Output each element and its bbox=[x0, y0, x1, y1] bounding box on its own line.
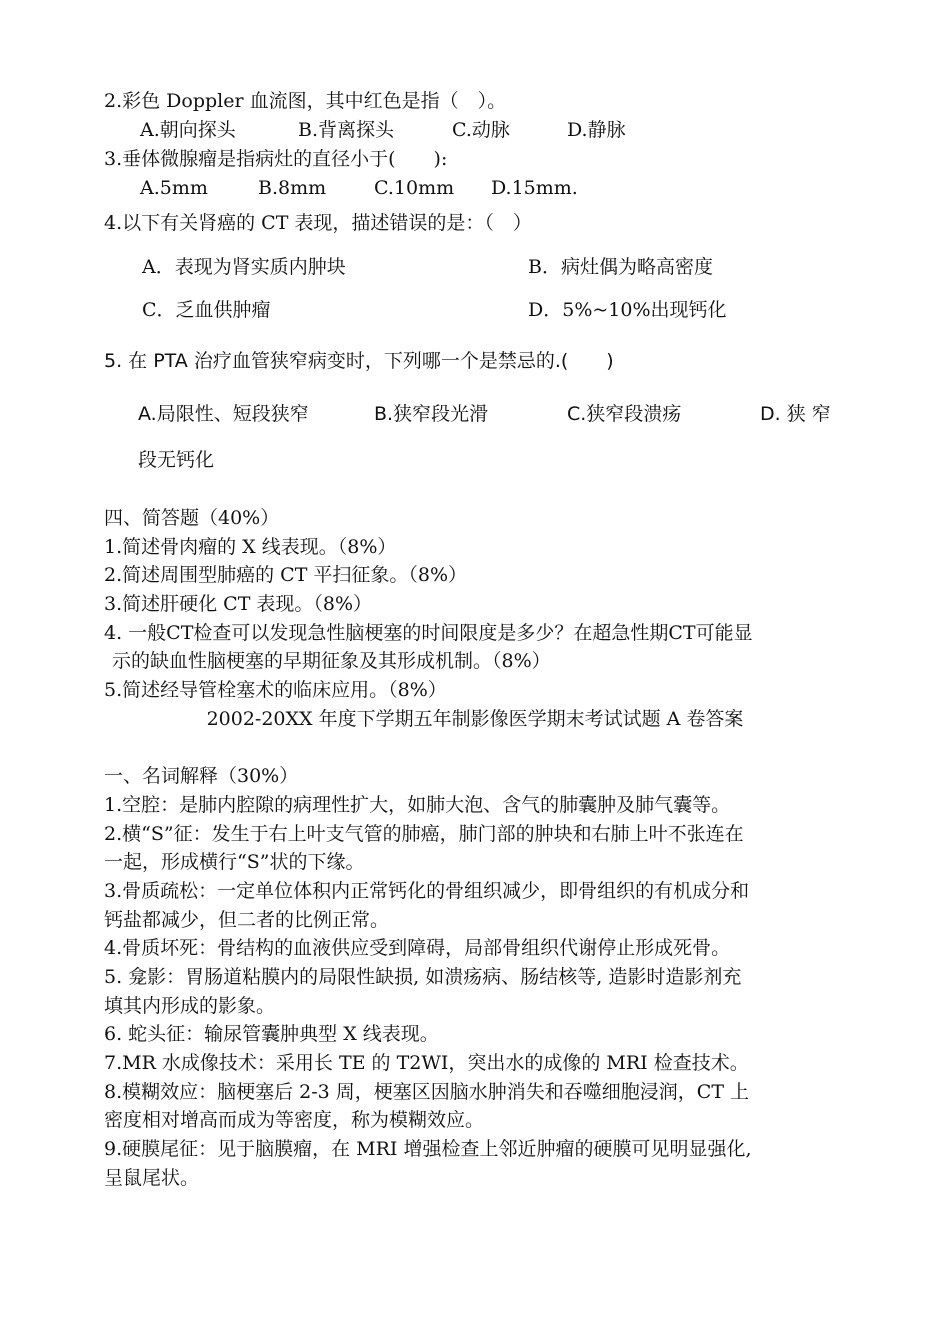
short-answer-item-4-cont: 示的缺血性脑梗塞的早期征象及其形成机制。（8%） bbox=[112, 650, 551, 672]
question-5-option-d-continuation: 段无钙化 bbox=[138, 449, 215, 471]
question-5-option-d: D. 狭 窄 bbox=[760, 403, 831, 425]
question-3-option-b: B.8mm bbox=[258, 177, 327, 199]
question-2-option-c: C.动脉 bbox=[452, 119, 510, 141]
terms-heading: 一、名词解释（30%） bbox=[104, 765, 299, 787]
short-answer-item-3: 3.简述肝硬化 CT 表现。（8%） bbox=[104, 593, 373, 615]
question-4-option-c: C．乏血供肿瘤 bbox=[142, 299, 271, 321]
question-2-option-a: A.朝向探头 bbox=[140, 119, 236, 141]
question-4-option-b: B．病灶偶为略高密度 bbox=[528, 256, 713, 278]
term-line-14: 呈鼠尾状。 bbox=[104, 1167, 200, 1189]
question-4-option-a: A．表现为肾实质内肿块 bbox=[142, 256, 346, 278]
term-line-1: 1.空腔：是肺内腔隙的病理性扩大，如肺大泡、含气的肺囊肿及肺气囊等。 bbox=[104, 794, 731, 816]
term-line-9: 6. 蛇头征：输尿管囊肿典型 X 线表现。 bbox=[104, 1023, 439, 1045]
question-5-option-b: B.狭窄段光滑 bbox=[374, 403, 489, 425]
question-5-option-a: A.局限性、短段狭窄 bbox=[138, 403, 309, 425]
question-4-stem: 4.以下有关肾癌的 CT 表现，描述错误的是：（ ） bbox=[104, 212, 532, 234]
term-line-12: 密度相对增高而成为等密度，称为模糊效应。 bbox=[104, 1109, 485, 1131]
term-line-10: 7.MR 水成像技术：采用长 TE 的 T2WI，突出水的成像的 MRI 检查技术。 bbox=[104, 1052, 749, 1074]
term-line-4: 3.骨质疏松：一定单位体积内正常钙化的骨组织减少，即骨组织的有机成分和 bbox=[104, 880, 750, 902]
term-line-6: 4.骨质坏死：骨结构的血液供应受到障碍，局部骨组织代谢停止形成死骨。 bbox=[104, 937, 731, 959]
question-4-option-d: D．5%~10%出现钙化 bbox=[528, 299, 727, 321]
question-3-option-c: C.10mm bbox=[374, 177, 455, 199]
question-2-stem: 2.彩色 Doppler 血流图，其中红色是指（ ）。 bbox=[104, 90, 507, 112]
term-line-2: 2.横“S”征：发生于右上叶支气管的肺癌，肺门部的肿块和右肺上叶不张连在 bbox=[104, 823, 744, 845]
term-line-3: 一起，形成横行“S”状的下缘。 bbox=[104, 851, 365, 873]
question-2-option-b: B.背离探头 bbox=[298, 119, 395, 141]
question-3-stem: 3.垂体微腺瘤是指病灶的直径小于( ): bbox=[104, 148, 448, 170]
short-answer-item-5: 5.简述经导管栓塞术的临床应用。（8%） bbox=[104, 679, 447, 701]
question-5-option-c: C.狭窄段溃疡 bbox=[567, 403, 682, 425]
question-3-option-a: A.5mm bbox=[140, 177, 208, 199]
term-line-8: 填其内形成的影象。 bbox=[104, 995, 276, 1017]
short-answer-heading: 四、简答题（40%） bbox=[104, 507, 280, 529]
term-line-5: 钙盐都减少，但二者的比例正常。 bbox=[104, 909, 390, 931]
question-2-option-d: D.静脉 bbox=[567, 119, 626, 141]
short-answer-item-2: 2.简述周围型肺癌的 CT 平扫征象。（8%） bbox=[104, 564, 468, 586]
term-line-7: 5. 龛影：胃肠道粘膜内的局限性缺损, 如溃疡病、肠结核等, 造影时造影剂充 bbox=[104, 966, 742, 988]
answer-key-title: 2002-20XX 年度下学期五年制影像医学期末考试试题 A 卷答案 bbox=[206, 708, 744, 730]
question-5-stem: 5. 在 PTA 治疗血管狭窄病变时，下列哪一个是禁忌的.( ) bbox=[104, 350, 614, 372]
term-line-13: 9.硬膜尾征：见于脑膜瘤，在 MRI 增强检查上邻近肿瘤的硬膜可见明显强化, bbox=[104, 1138, 752, 1160]
short-answer-item-1: 1.简述骨肉瘤的 X 线表现。（8%） bbox=[104, 536, 397, 558]
question-3-option-d: D.15mm. bbox=[491, 177, 578, 199]
term-line-11: 8.模糊效应：脑梗塞后 2-3 周，梗塞区因脑水肿消失和吞噬细胞浸润，CT 上 bbox=[104, 1081, 750, 1103]
short-answer-item-4: 4. 一般CT检查可以发现急性脑梗塞的时间限度是多少？在超急性期CT可能显 bbox=[104, 622, 753, 644]
